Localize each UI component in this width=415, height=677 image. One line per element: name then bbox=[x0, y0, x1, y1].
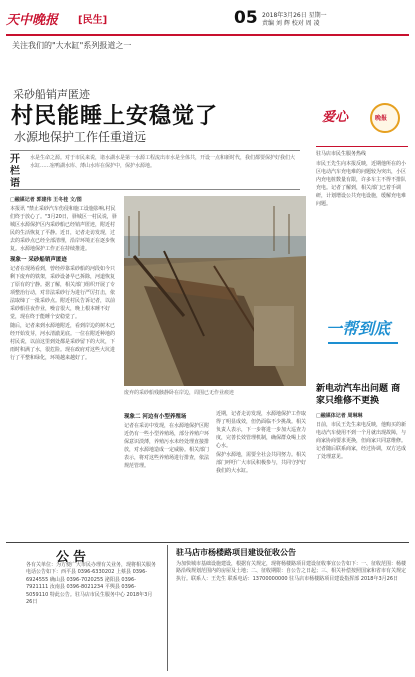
column-intro-text: 水是生命之源。对于市民来说，诸水湖水是第一水源工程流出市水是全体共，开设一点和新时代，我们都要保护好我们大水缸……宿鸭湖水库、薄山水库在保护中，保护水源地。 bbox=[30, 155, 296, 169]
paragraph: 日前，市民王先生来电反映，他购买的新电动汽车使用不到一个月就出现故障，与商家协商要求更换，但商家只同意维修。记者随后联系商家，经过协调，双方达成了处理意见。 bbox=[316, 422, 407, 460]
expropriation-body: 为加快城市基础设施建设，根据有关规定，现将杨楼路项目建设征收事宜公告如下：一、征收范围：杨楼路沿线规划范围内的房屋及土地；二、征收期限：自公告之日起；三、相关补偿按照国家和省市有关规定执行。联系人：王先生 联系电话：13700000000 驻马店市杨楼路项目建设指挥部 2018年3月26日 bbox=[176, 561, 407, 582]
article-column-3 bbox=[216, 410, 306, 540]
right-column-bottom bbox=[316, 412, 408, 540]
help-underline bbox=[328, 342, 398, 344]
page-number: 05 bbox=[234, 8, 258, 28]
section-subtitle: 现象二 河边有小型养殖场 bbox=[124, 414, 187, 420]
paragraph: 市民王先生向本报反映，近期他所在的小区电动汽车充电难的问题较为突出，小区内充电桩数量有限，许多车主不得不排队充电。记者了解到，相关部门已着手调研，计划增设公共充电设施，缓解充电难问题。 bbox=[316, 161, 407, 207]
series-kicker: 关注我们的"大水缸"系列报道之一 bbox=[12, 41, 132, 50]
paragraph: 记者在采访中发现，在水源地保护区附近仍有一些小型养殖场，部分养殖户环保意识淡薄，养殖污水未经处理直接排放，对水源地造成一定威胁。相关部门表示，将对这些养殖场进行排查，依法规范管理。 bbox=[124, 423, 210, 469]
paragraph: 本报讯 "禁止采砂汽车伤侵和施工设施影响,村民们终于放心了。"3月20日，驿城区一村民说，驿城区水源保护区内采砂船已经销声匿迹，附近村民的生活恢复了平静。近日，记者走访发现，过去的采砂点已经全部清理，沿岸环境正在逐步恢复。水源地保护工作正在持续推进。 bbox=[10, 206, 117, 252]
love-evening-brand bbox=[316, 100, 408, 142]
section-subtitle: 现象一 采砂船销声匿迹 bbox=[10, 257, 67, 263]
editor-line: 责编 刘 辉 校对 周 凌 bbox=[262, 20, 320, 27]
right-column-top bbox=[316, 160, 408, 308]
bottom-separator bbox=[167, 545, 168, 671]
right-byline: □融媒体记者 周琳琳 bbox=[316, 413, 363, 419]
notice-title: 公告 bbox=[56, 550, 91, 565]
hotline-label: 驻马店市民生服务热线 bbox=[316, 151, 367, 157]
article-subhead: 采砂船销声匿迹 bbox=[13, 88, 90, 101]
photo-caption: 废弃的采砂船残骸静卧在岸边，周围已无作业痕迹 bbox=[124, 390, 235, 396]
article-column-1 bbox=[10, 196, 118, 540]
newspaper-logo: 天中晚报 bbox=[6, 13, 59, 28]
right-divider bbox=[316, 146, 408, 147]
date-block bbox=[262, 12, 412, 28]
paragraph: 近期，记者走访发现，水源地保护工作取得了明显成效，但仍面临不少挑战。相关负责人表示，下一步将进一步加大巡查力度，完善长效管理机制，确保群众喝上放心水。 bbox=[216, 411, 306, 449]
brand-title: 爱心 bbox=[322, 110, 349, 125]
notice-body: 各有关单位：为方便广大市民办理有关业务，现将相关服务电话公告如下：西平县 0396-6330202 上蔡县 0396-6924555 确山县 0396-7020255 泌阳县 0396-7921111 汝南县 0396-8021234 平舆县 0396-5059110 特此公告。驻马店市民生服务中心 2018年3月26日 bbox=[26, 562, 157, 606]
bottom-rule bbox=[6, 542, 409, 543]
date-line: 2018年3月26日 星期一 bbox=[262, 12, 327, 19]
expropriation-title: 驻马店市杨楼路项目建设征收公告 bbox=[176, 548, 296, 557]
section-label: [民生] bbox=[78, 15, 108, 26]
help-column-logo bbox=[324, 312, 400, 354]
paragraph: 记者在现场看到，曾经停靠采砂船的河段如今只剩下废弃的铁架，采砂设备早已拆除，河道恢复了原有的宁静。据了解，相关部门组织开展了专项整治行动，对非法采砂行为进行严厉打击，依法取缔了一批采砂点。附近村民告诉记者，以前采砂船昼夜作业，噪音很大，晚上根本睡不好觉，现在终于能睡个安稳觉了。 bbox=[10, 266, 116, 320]
help-title: 一帮到底 bbox=[326, 319, 391, 338]
paragraph: 保护水源地，需要全社会共同努力。相关部门呼吁广大市民积极参与，共同守护好我们的大水缸。 bbox=[216, 452, 306, 474]
paragraph: 随后，记者来到水源地附近，看到岸边的树木已经开始发芽，河水清澈见底。一位在附近种地的村民说，以前这里到处都是采砂留下的大坑，下雨时积满了水，很危险。现在政府对这些大坑进行了平整和绿化，环境越来越好了。 bbox=[10, 323, 116, 361]
article-headline: 村民能睡上安稳觉了 bbox=[11, 104, 219, 129]
article-byline: □融媒记者 郭建伟 王冬桂 文/图 bbox=[10, 197, 82, 203]
right-headline: 新电动汽车出问题 商家只维修不更换 bbox=[316, 384, 401, 406]
expropriation-notice bbox=[176, 547, 409, 583]
brand-badge-text: 晚报 bbox=[375, 115, 388, 122]
article-deck: 水源地保护工作任重道远 bbox=[14, 130, 147, 144]
header-divider bbox=[6, 34, 409, 36]
rusted-boat-photo bbox=[124, 196, 306, 386]
article-photo bbox=[124, 196, 306, 386]
article-column-2 bbox=[124, 410, 210, 540]
column-intro-label: 开栏语 bbox=[10, 154, 20, 189]
masthead bbox=[6, 6, 409, 60]
column-intro-box bbox=[10, 150, 300, 190]
